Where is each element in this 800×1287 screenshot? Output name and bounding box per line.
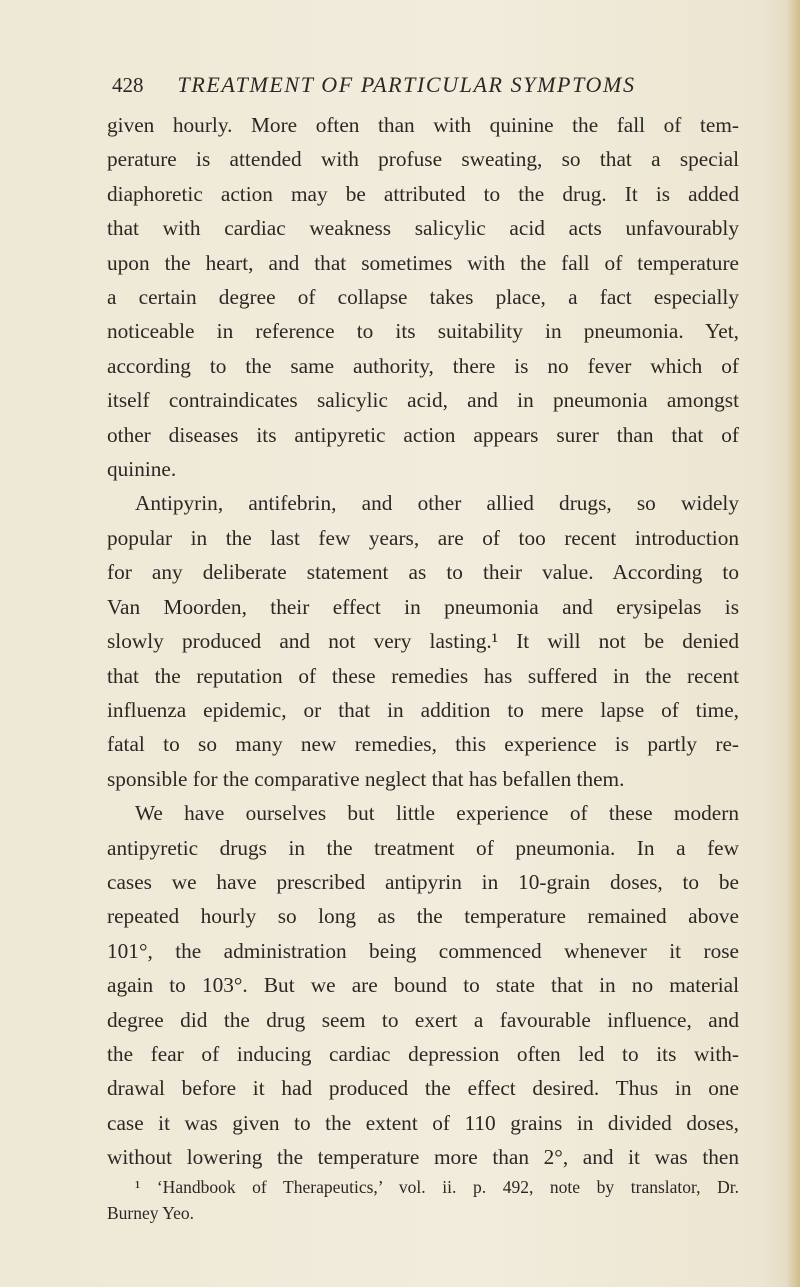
paragraph-start-line: We have ourselves but little experience of these modern — [135, 801, 739, 826]
text-line: perature is attended with profuse sweating, so that a special — [107, 147, 739, 172]
page-header — [112, 68, 732, 102]
page-number: 428 — [112, 73, 144, 97]
text-line: other diseases its antipyretic action appears surer than that of — [107, 422, 739, 447]
footnote-line: ¹ ‘Handbook of Therapeutics,’ vol. ii. p. 492, note by translator, Dr. — [135, 1177, 739, 1197]
text-line: given hourly. More often than with quinine the fall of tem- — [107, 113, 739, 137]
body-text — [107, 108, 739, 1175]
text-line: the fear of inducing cardiac depression often led to its with- — [107, 1041, 739, 1066]
footnotes — [107, 1174, 739, 1226]
text-line: quinine. — [107, 457, 177, 482]
paragraph-start-line: Antipyrin, antifebrin, and other allied drugs, so widely — [135, 491, 739, 516]
text-line: case it was given to the extent of 110 grains in divided doses, — [107, 1110, 739, 1135]
text-line: for any deliberate statement as to their value. According to — [107, 560, 739, 585]
text-line: degree did the drug seem to exert a favourable influence, and — [107, 1007, 739, 1032]
text-line: popular in the last few years, are of too recent introduction — [107, 525, 739, 550]
text-line: without lowering the temperature more than 2°, and it was then — [107, 1145, 739, 1170]
text-line: according to the same authority, there is no fever which of — [107, 353, 739, 378]
text-line: again to 103°. But we are bound to state that in no material — [107, 973, 739, 998]
text-line: fatal to so many new remedies, this experience is partly re- — [107, 732, 739, 757]
text-line: cases we have prescribed antipyrin in 10-grain doses, to be — [107, 869, 739, 894]
running-head: TREATMENT OF PARTICULAR SYMPTOMS — [177, 72, 636, 97]
text-line: Van Moorden, their effect in pneumonia and erysipelas is — [107, 594, 739, 619]
text-line: that with cardiac weakness salicylic acid acts unfavourably — [107, 216, 739, 241]
text-line: that the reputation of these remedies has suffered in the recent — [107, 663, 739, 688]
text-line: drawal before it had produced the effect desired. Thus in one — [107, 1076, 739, 1101]
text-line: influenza epidemic, or that in addition to mere lapse of time, — [107, 697, 739, 722]
text-line: sponsible for the comparative neglect that has befallen them. — [107, 766, 625, 791]
page-edge-shadow — [786, 0, 800, 1287]
text-line: 101°, the administration being commenced whenever it rose — [107, 938, 739, 963]
text-line: diaphoretic action may be attributed to the drug. It is added — [107, 181, 739, 206]
text-line: a certain degree of collapse takes place, a fact especially — [107, 285, 739, 310]
text-line: itself contraindicates salicylic acid, and in pneumonia amongst — [107, 388, 739, 413]
text-line: upon the heart, and that sometimes with the fall of temperature — [107, 250, 739, 275]
text-line: antipyretic drugs in the treatment of pneumonia. In a few — [107, 835, 739, 860]
text-line: repeated hourly so long as the temperature remained above — [107, 904, 739, 929]
footnote-line: Burney Yeo. — [107, 1203, 195, 1223]
text-line: slowly produced and not very lasting.¹ It will not be denied — [107, 629, 739, 654]
text-line: noticeable in reference to its suitability in pneumonia. Yet, — [107, 319, 739, 344]
